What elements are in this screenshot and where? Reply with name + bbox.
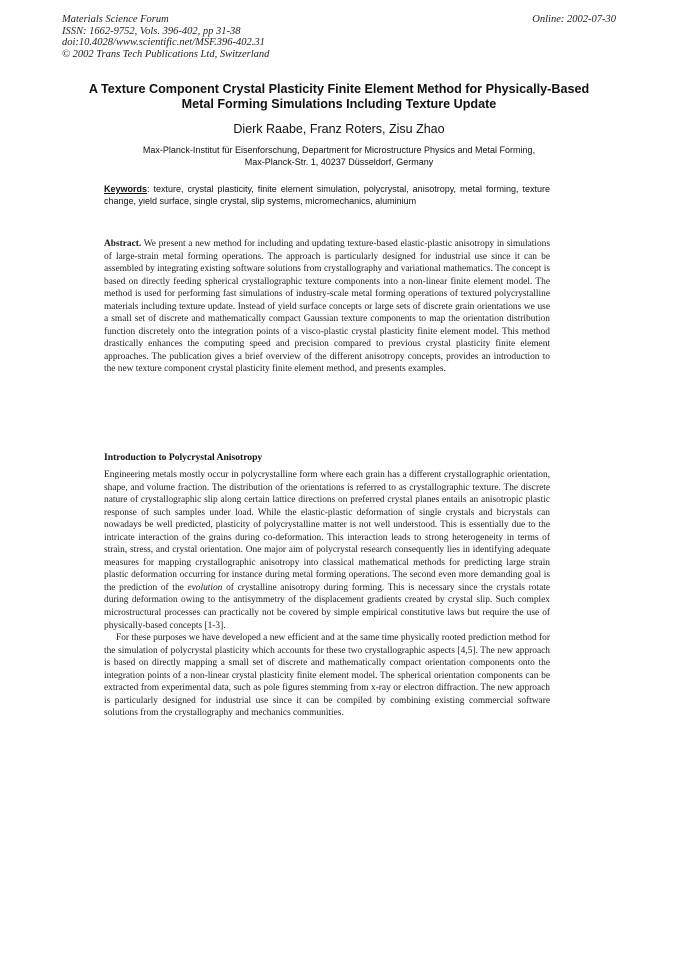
affiliation-line-1: Max-Planck-Institut für Eisenforschung, Department for Microstructure Physics and Metal Forming, [142, 145, 536, 155]
abstract [104, 238, 550, 376]
intro-p1-emphasis: evolution [187, 582, 223, 593]
affiliation-line-2: Max-Planck-Str. 1, 40237 Düsseldorf, Germany [244, 156, 434, 167]
abstract-label: Abstract. [104, 239, 142, 249]
intro-p1-part-b: of crystalline anisotropy during forming. This is necessary since the crystals rotate during deformation owing to the antisymmetry of the displacement gradients created by crystal slip. Such complex microstructural processes can practically not be covered by simple empirical constitutive laws but require the use of physically-based concepts [1-3]. [104, 582, 550, 631]
journal-header [62, 14, 269, 60]
affiliation [80, 145, 598, 168]
paper-authors: Dierk Raabe, Franz Roters, Zisu Zhao [233, 122, 445, 136]
keywords-label: Keywords [104, 184, 148, 194]
section-heading: Introduction to Polycrystal Anisotropy [104, 452, 263, 463]
abstract-text: We present a new method for including and updating texture-based elastic-plastic anisotropy in simulations of large-strain metal forming operations. The approach is particularly designed for industrial use since it can be assembled by integrating existing software solutions from crystallography and variational mathematics. The concept is based on directly feeding spherical crystallographic texture components into a non-linear finite element model. The method is used for performing fast simulations of industry-scale metal forming operations of textured polycrystalline materials including texture update. Instead of yield surface concepts or large sets of discrete grain orientations we use a small set of discrete and mathematically compact Gaussian texture components to map the orientation distribution function discretely onto the integration points of a visco-plastic crystal plasticity finite element model. This method drastically enhances the computing speed and precision compared to previous crystal plasticity finite element approaches. The publication gives a brief overview of the different anisotropy concepts, provides an introduction to the new texture component crystal plasticity finite element method, and presents examples. [104, 239, 550, 375]
keywords-block: Keywords: texture, crystal plasticity, finite element simulation, polycrystal, anisotropy, metal forming, texture change, yield surface, single crystal, slip systems, micromechanics, aluminium [104, 184, 550, 206]
introduction-body [104, 469, 550, 720]
journal-name: Materials Science Forum [62, 14, 169, 25]
issn-line: ISSN: 1662-9752, Vols. 396-402, pp 31-38 [62, 25, 241, 37]
intro-p1-part-a: Engineering metals mostly occur in polycrystalline form where each grain has a different crystallographic orientation, shape, and volume fraction. The distribution of the orientations is referred to as crystallographic texture. The discrete nature of crystallographic slip along certain lattice directions on preferred crystal planes entails an anisotropic plastic response of such samples under load. While the elastic-plastic deformation of single crystals and bicrystals can nowadays be well predicted, plasticity of polycrystalline matter is not well understood. This is essentially due to the intricate interaction of the grains during co-deformation. This interaction leads to strong heterogeneity in terms of strain, stress, and crystal orientation. One major aim of polycrystal research consequently lies in identifying adequate measures for mapping crystallographic anisotropy into classical mathematical methods for predicting large strain plastic deformation occurring for instance during metal forming operations. The second even more demanding goal is the prediction of the [104, 470, 550, 593]
keywords-text: texture, crystal plasticity, finite element simulation, polycrystal, anisotropy, metal forming, texture change, yield surface, single crystal, slip systems, micromechanics, aluminium [104, 184, 550, 206]
copyright-line: © 2002 Trans Tech Publications Ltd, Switzerland [62, 48, 270, 60]
online-date: Online: 2002-07-30 [532, 14, 616, 25]
intro-paragraph-2: For these purposes we have developed a new efficient and at the same time physically rooted prediction method for the simulation of polycrystal plasticity which accounts for these two crystallographic aspects [4,5]. The new approach is based on directly mapping a small set of discrete and mathematically compact orientation components onto the integration points of a non-linear crystal plasticity finite element model. The spherical orientation components can be extracted from experimental data, such as pole figures stemming from x-ray or electron diffraction. The new approach is particularly designed for industrial use since it can be compiled by combining existing commercial software solutions from the crystallography and mechanics communities. [104, 633, 550, 719]
doi-line: doi:10.4028/www.scientific.net/MSF.396-402.31 [62, 37, 265, 49]
paper-title: A Texture Component Crystal Plasticity Finite Element Method for Physically-Based Metal Forming Simulations Including Texture Update [88, 82, 590, 111]
intro-paragraph-1 [104, 469, 550, 632]
